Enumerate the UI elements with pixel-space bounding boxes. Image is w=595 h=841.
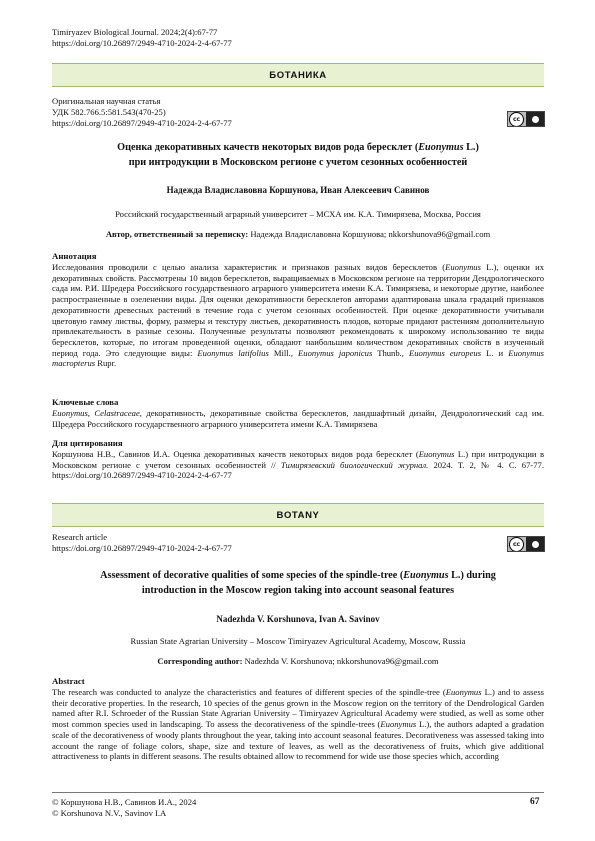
footer-copyright [52,797,196,819]
cc-circle-icon: cc [509,537,524,552]
journal-header [52,27,232,49]
doi-link-ru[interactable]: https://doi.org/10.26897/2949-4710-2024-2-4-67-77 [52,118,232,128]
footer-divider [52,792,544,793]
page-number: 67 [530,797,540,807]
article-meta-ru [52,96,232,129]
section-band-en [52,503,544,527]
article-title-ru: Оценка декоративных качеств некоторых видов рода бересклет (Euonymus L.) при интродукции в Московском регионе с учетом сезонных особенностей [117,142,479,168]
cc-by-icon[interactable] [507,111,545,127]
corresponding-author-en: Corresponding author: Nadezhda V. Korshunova; nkkorshunova96@gmail.com [157,656,439,666]
udc-code: УДК 582.766.5:581.543(470-25) [52,107,166,117]
abstract-heading-en: Abstract [52,676,85,686]
section-title-en: BOTANY [276,509,320,521]
affiliation-ru: Российский государственный аграрный университет – МСХА им. К.А. Тимирязева, Москва, Россия [115,209,481,219]
cc-by-icon[interactable] [507,536,545,552]
article-type-en: Research article [52,532,108,542]
citation-heading-ru: Для цитирования [52,438,123,448]
by-person-icon [526,112,544,126]
journal-citation: Timiryazev Biological Journal. 2024;2(4):67-77 [52,27,218,37]
keywords-heading-ru: Ключевые слова [52,397,119,407]
authors-ru: Надежда Владиславовна Коршунова, Иван Алексеевич Савинов [166,185,430,195]
cc-circle-icon: cc [509,112,524,127]
doi-link-en[interactable]: https://doi.org/10.26897/2949-4710-2024-2-4-67-77 [52,543,232,553]
abstract-heading-ru: Аннотация [52,251,97,261]
article-meta-en [52,532,232,554]
keywords-text-ru: Euonymus, Celastraceae, декоративность, декоративные свойства бересклетов, ландшафтный дизайн, Дендрологический сад им. Шредера Российского государственного аграрного университета имени К.А. Тимирязева [52,408,545,429]
section-band-ru [52,63,544,87]
abstract-text-en: The research was conducted to analyze the characteristics and features of different species of the spindle-tree (Euonymus L.) and to assess their decorative properties. In the research, 10 species of the genus grown in the Moscow region on the territory of the Dendrological Garden named after R.I. Schroeder of the Russian State Agrarian University – Timiryazev Agricultural Academy were studied, as well as some other most common species used in landscaping. To assess the decorativeness of the spindle-trees (Euonymus L.), the authors adapted a gradation scale of the decorativeness of woody plants throughout the year, taking into account seasonal features. Decorativeness was assessed taking into account the range of foliage colors, shape, size and texture of leaves, as well as the decorativeness of fruits, which give additional attractiveness to plants in different seasons. The results obtained allow to recommend for wide use those species which, according [52,687,545,762]
authors-en: Nadezhda V. Korshunova, Ivan A. Savinov [216,614,380,624]
affiliation-en: Russian State Agrarian University – Moscow Timiryazev Agricultural Academy, Moscow, Russia [130,636,466,646]
section-title-ru: БОТАНИКА [269,69,327,81]
journal-doi-link[interactable]: https://doi.org/10.26897/2949-4710-2024-2-4-67-77 [52,38,232,48]
article-type-ru: Оригинальная научная статья [52,96,161,106]
corresponding-author-ru: Автор, ответственный за переписку: Надежда Владиславовна Коршунова; nkkorshunova96@gmail.com [105,229,491,239]
by-person-icon [526,537,544,551]
copyright-en: © Korshunova N.V., Savinov I.A [52,808,167,818]
citation-text-ru: Коршунова Н.В., Савинов И.А. Оценка декоративных качеств некоторых видов рода бересклет (Euonymus L.) при интродукции в Московском регионе с учетом сезонных особенностей // Тимирязевский биологический журнал. 2024. Т. 2, № 4. С. 67-77. https://doi.org/10.26897/2949-4710-2024-2-4-67-77 [52,449,545,481]
article-title-en: Assessment of decorative qualities of some species of the spindle-tree (Euonymus L.) during introduction in the Moscow region taking into account seasonal features [100,570,496,596]
abstract-text-ru: Исследования проводили с целью анализа характеристик и признаков разных видов бересклетов (Euonymus L.), оценки их декоративных свойств. Рассмотрены 10 видов бересклетов, выращиваемых в Московском регионе на территории Дендрологического сада им. Р.И. Шредера Российского государственного аграрного университета имени К.А. Тимирязева, и некоторые другие, наиболее распространенные в озеленении виды. Для оценки декоративности бересклетов авторами адаптирована шкала градаций признаков декоративности древесных растений в течение года с учетом сезонных особенностей. При оценке декоративности учитывали цветовую гамму листвы, форму, размеры и текстуру листьев, декоративность плодов, которые придают растениям дополнительную привлекательность в разные сезоны. Полученные результаты позволяют рекомендовать к широкому использованию те виды бересклетов, которые, по итогам проведенной оценки, обладают наибольшим количеством декоративных свойств в изученный период года. Это следующие виды: Euonymus latifolius Mill., Euonymus japonicus Thunb., Euonymus europeus L. и Euonymus macropterus Rupr. [52,262,545,369]
copyright-ru: © Коршунова Н.В., Савинов И.А., 2024 [52,797,197,807]
